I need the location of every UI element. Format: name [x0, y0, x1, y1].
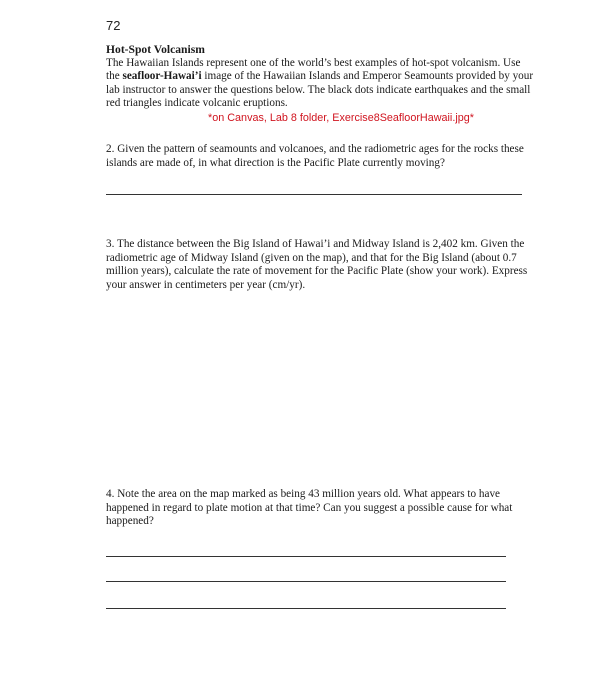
question-3-text: 3. The distance between the Big Island of Hawai’i and Midway Island is 2,402 km. Given the radiometric age of Midway Island (given on the map), and that for the Big Island (about 0.7 million years), calculate the rate of movement for the Pacific Plate (show your work). Express your answer in centimeters per year (cm/yr). [106, 238, 528, 291]
intro-text-part1: The Hawaiian Islands represent one of the world’s best examples of hot-spot volcanism. Use the [106, 56, 521, 83]
page-number: 72 [106, 18, 121, 33]
intro-paragraph [106, 57, 536, 111]
intro-section [106, 43, 536, 126]
answer-line-q4-3[interactable] [106, 608, 506, 609]
question-2-text: 2. Given the pattern of seamounts and volcanoes, and the radiometric ages for the rocks these islands are made of, in what direction is the Pacific Plate currently moving? [106, 143, 524, 169]
answer-line-q4-1[interactable] [106, 556, 506, 557]
answer-line-q4-2[interactable] [106, 581, 506, 582]
question-4 [106, 488, 536, 529]
intro-bold-term: seafloor-Hawai’i [122, 70, 202, 83]
answer-line-q2[interactable] [106, 194, 522, 195]
question-4-text: 4. Note the area on the map marked as being 43 million years old. What appears to have happened in regard to plate motion at that time? Can you suggest a possible cause for what happened? [106, 488, 513, 528]
canvas-file-note: *on Canvas, Lab 8 folder, Exercise8SeafloorHawaii.jpg* [208, 111, 474, 124]
question-3 [106, 238, 536, 292]
intro-text-part2: image of the Hawaiian Islands and Emperor Seamounts provided by your lab instructor to answer the questions below. The black dots indicate earthquakes and the small red triangles indicate volcanic eruptions. [106, 70, 534, 110]
question-2 [106, 143, 536, 170]
section-title: Hot-Spot Volcanism [106, 43, 205, 56]
